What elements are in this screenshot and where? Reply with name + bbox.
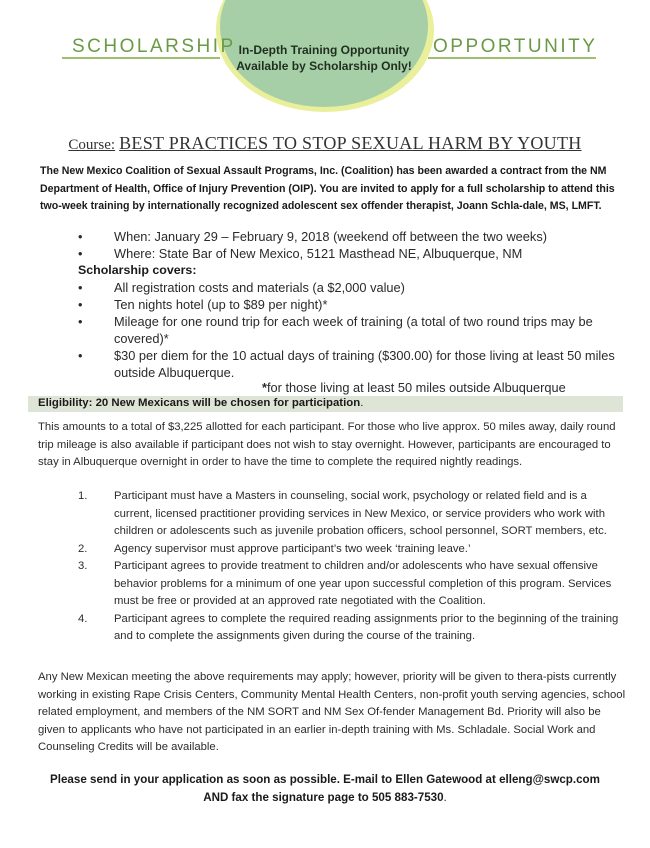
requirement-number: 4. [78, 612, 88, 625]
list-item-where [78, 245, 618, 262]
cover-text: All registration costs and materials (a $2,000 value) [114, 280, 405, 295]
bullet: • [78, 280, 83, 295]
where-text: Where: State Bar of New Mexico, 5121 Masthead NE, Albuquerque, NM [114, 246, 523, 261]
requirement-text: Agency supervisor must approve participant’s two week ‘training leave.’ [114, 542, 471, 555]
footnote [262, 380, 566, 395]
covers-heading: Scholarship covers: [78, 263, 197, 277]
requirement-text: Participant agrees to complete the required reading assignments prior to the beginning of the training and to complete the assignments given during the course of the training. [114, 612, 619, 642]
requirement-number: 3. [78, 560, 88, 572]
bullet: • [78, 246, 83, 261]
eligibility-period: . [360, 397, 364, 409]
list-item [78, 313, 618, 347]
bullet: • [78, 348, 83, 363]
header-circle-text [220, 42, 428, 74]
details-list [78, 228, 618, 381]
requirements-list [78, 488, 623, 646]
bullet: • [78, 314, 83, 329]
eligibility-heading [38, 397, 363, 409]
course-label: Course: [68, 137, 116, 153]
header-word-right: OPPORTUNITY [433, 36, 598, 57]
amount-paragraph: This amounts to a total of $3,225 allotted for each participant. For those who live approx. 50 miles away, daily round trip mileage is also available if participant does not wish to stay overnight. However, participants are encouraged to stay in Albuquerque overnight in order to have the time to complete the required nightly readings. [38, 421, 616, 468]
header-word-left: SCHOLARSHIP [72, 36, 236, 57]
footnote-text: for those living at least 50 miles outside Albuquerque [266, 380, 566, 395]
bullet: • [78, 229, 83, 244]
footnote-star: * [262, 380, 267, 395]
intro-paragraph: The New Mexico Coalition of Sexual Assault Programs, Inc. (Coalition) has been awarded a contract from the NM Department of Health, Office of Injury Prevention (OIP). You are invited to apply for a full scholarship to attend this two-week training by internationally recognized adolescent sex offender therapist, Joann Schla-dale, MS, LMFT. [40, 165, 615, 212]
circle-line-2: Available by Scholarship Only! [236, 59, 412, 73]
list-item [78, 279, 618, 296]
cover-text: Ten nights hotel (up to $89 per night)* [114, 297, 328, 312]
list-item-when [78, 228, 618, 245]
circle-line-1: In-Depth Training Opportunity [238, 43, 410, 57]
requirement-item [78, 558, 623, 611]
course-name: BEST PRACTICES TO STOP SEXUAL HARM BY YOUTH [119, 133, 582, 153]
closing-line-2 [0, 789, 650, 807]
priority-paragraph: Any New Mexican meeting the above requirements may apply; however, priority will be given to thera-pists currently working in existing Rape Crisis Centers, Community Mental Health Centers, non-profit youth serving agencies, school related employment, and members of the NM SORT and NM Sex Of-fender Management Bd. Priority will also be given to applicants who have not participated in an earlier in-depth training with Ms. Schladale. Social Work and Counseling Credits will be available. [38, 671, 626, 753]
requirement-item [78, 541, 623, 559]
course-title [0, 133, 650, 154]
when-text: When: January 29 – February 9, 2018 (weekend off between the two weeks) [114, 229, 547, 244]
list-item [78, 296, 618, 313]
requirement-text: Participant agrees to provide treatment to children and/or adolescents who have sexual offensive behavior problems for a minimum of one year upon successful completion of this program. Services must be free or provided at an approved rate negotiated with the Coalition. [114, 560, 612, 607]
requirement-item [78, 611, 623, 646]
requirement-number: 1. [78, 490, 88, 502]
bullet: • [78, 297, 83, 312]
closing-period: . [443, 791, 447, 804]
header [0, 0, 650, 120]
cover-text: Mileage for one round trip for each week of training (a total of two round trips may be covered)* [114, 314, 593, 346]
requirement-text: Participant must have a Masters in counseling, social work, psychology or related field and is a current, licensed practitioner providing services in New Mexico, or service providers who work with children or adolescents such as juvenile probation officers, school personnel, SORT members, etc. [114, 490, 607, 537]
eligibility-text: Eligibility: 20 New Mexicans will be chosen for participation [38, 397, 361, 409]
requirement-number: 2. [78, 542, 88, 555]
closing [0, 771, 650, 807]
cover-text: $30 per diem for the 10 actual days of training ($300.00) for those living at least 50 miles outside Albuquerque. [114, 348, 615, 380]
closing-line-1: Please send in your application as soon as possible. E-mail to Ellen Gatewood at elleng@swcp.com [50, 773, 600, 786]
requirement-item [78, 488, 623, 541]
list-item [78, 347, 618, 381]
closing-line-2-text: AND fax the signature page to 505 883-7530 [203, 791, 444, 804]
